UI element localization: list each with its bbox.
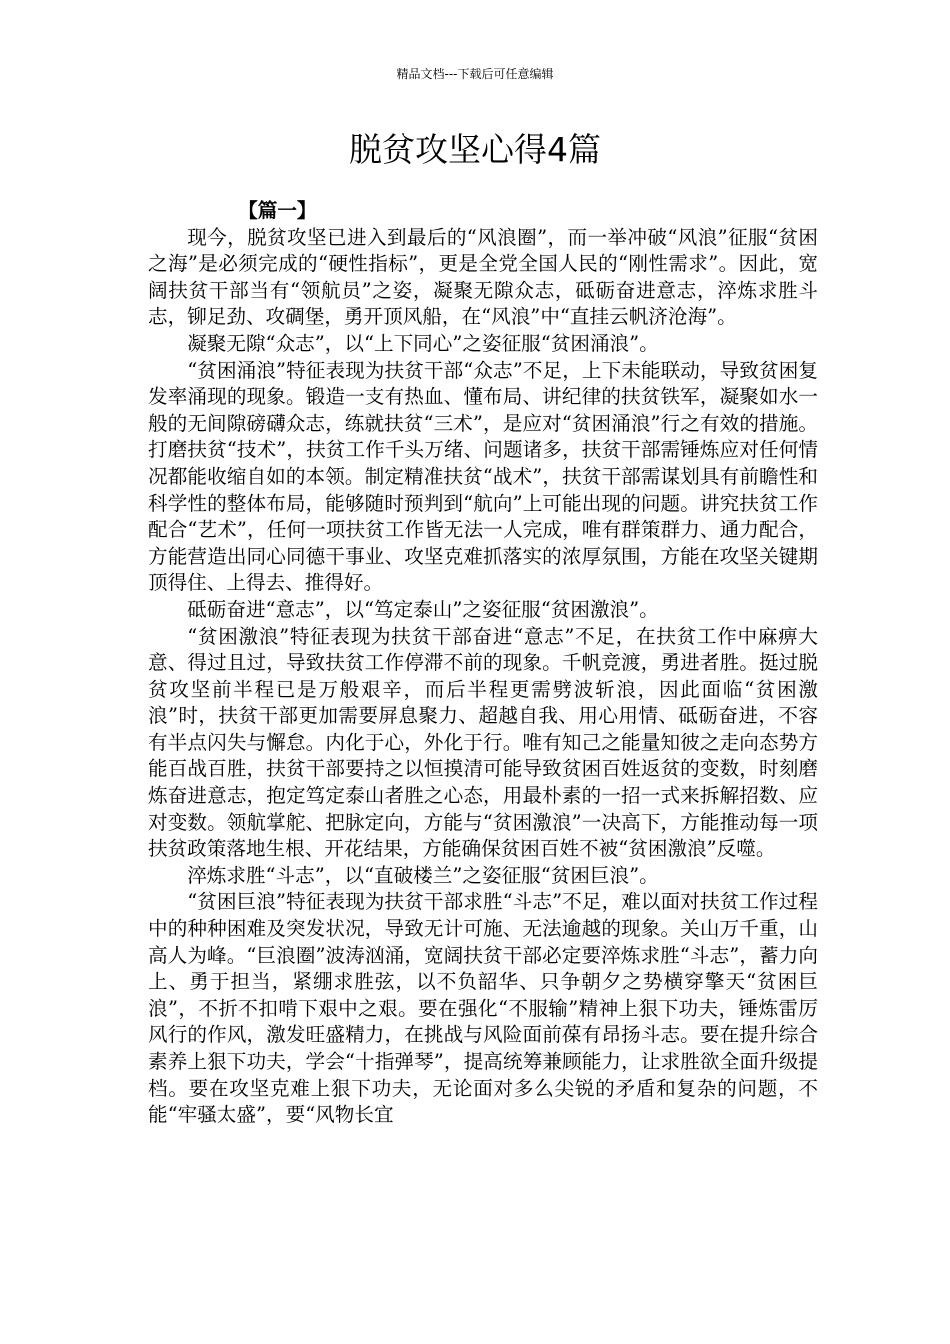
paragraph: 砥砺奋进“意志”，以“笃定泰山”之姿征服“贫困激浪”。 [187,597,659,621]
paragraph: “贫困激浪”特征表现为扶贫干部奋进“意志”不足，在扶贫工作中麻痹大意、得过且过，导致扶贫工作停滞不前的现象。千帆竞渡，勇进者胜。挺过脱贫攻坚前半程已是万般艰辛，而后半程更需劈波斩浪，因此面临“贫困激浪”时，扶贫干部更加需要屏息聚力、超越自我、用心用情、砥砺奋进，不容有半点闪失与懈怠。内化于心，外化于行。唯有知己之能量知彼之走向态势方能百战百胜，扶贫干部要持之以恒摸清可能导致贫困百姓返贫的变数，时刻磨炼奋进意志，抱定笃定泰山者胜之心态，用最朴素的一招一式来拆解招数、应对变数。领航掌舵、把脉定向，方能与“贫困激浪”一决高下，方能推动每一项扶贫政策落地生根、开花结果，方能确保贫困百姓不被“贫困激浪”反噬。 [148,624,818,861]
header-note: 精品文档---下载后可任意编辑 [396,67,554,81]
paragraph: 淬炼求胜“斗志”，以“直破楼兰”之姿征服“贫困巨浪”。 [187,863,659,887]
paragraph: “贫困巨浪”特征表现为扶贫干部求胜“斗志”不足，难以面对扶贫工作过程中的种种困难及突发状况，导致无计可施、无法逾越的现象。关山万千重，山高人为峰。“巨浪圈”波涛汹涌，宽阔扶贫干部必定要淬炼求胜“斗志”，蓄力向上、勇于担当，紧绷求胜弦，以不负韶华、只争朝夕之势横穿擎天“贫困巨浪”，不折不扣啃下艰中之艰。要在强化“不服输”精神上狠下功夫，锤炼雷厉风行的作风，激发旺盛精力，在挑战与风险面前葆有昂扬斗志。要在提升综合素养上狠下功夫，学会“十指弹琴”，提高统筹兼顾能力，让求胜欲全面升级提档。要在攻坚克难上狠下功夫，无论面对多么尖锐的矛盾和复杂的问题，不能“牢骚太盛”，要“风物长宜 [148,890,818,1127]
document-title: 脱贫攻坚心得4篇 [349,130,601,169]
paragraph: 现今，脱贫攻坚已进入到最后的“风浪圈”，而一举冲破“风浪”征服“贫困之海”是必须完成的“硬性指标”，更是全党全国人民的“刚性需求”。因此，宽阔扶贫干部当有“领航员”之姿，凝聚无隙众志，砥砺奋进意志，淬炼求胜斗志，铆足劲、攻碉堡，勇开顶风船，在“风浪”中“直挂云帆济沧海”。 [148,225,818,329]
paragraph: “贫困涌浪”特征表现为扶贫干部“众志”不足，上下未能联动，导致贫困复发率涌现的现象。锻造一支有热血、懂布局、讲纪律的扶贫铁军，凝聚如水一般的无间隙磅礴众志，练就扶贫“三术”，是应对“贫困涌浪”行之有效的措施。打磨扶贫“技术”，扶贫工作千头万绪、问题诸多，扶贫干部需锤炼应对任何情况都能收缩自如的本领。制定精准扶贫“战术”，扶贫干部需谋划具有前瞻性和科学性的整体布局，能够随时预判到“航向”上可能出现的问题。讲究扶贫工作配合“艺术”，任何一项扶贫工作皆无法一人完成，唯有群策群力、通力配合，方能营造出同心同德干事业、攻坚克难抓落实的浓厚氛围，方能在攻坚关键期顶得住、上得去、推得好。 [148,358,818,595]
paragraph: 凝聚无隙“众志”，以“上下同心”之姿征服“贫困涌浪”。 [187,331,659,355]
document-body [148,198,818,1129]
section-heading: 【篇一】 [238,199,317,222]
